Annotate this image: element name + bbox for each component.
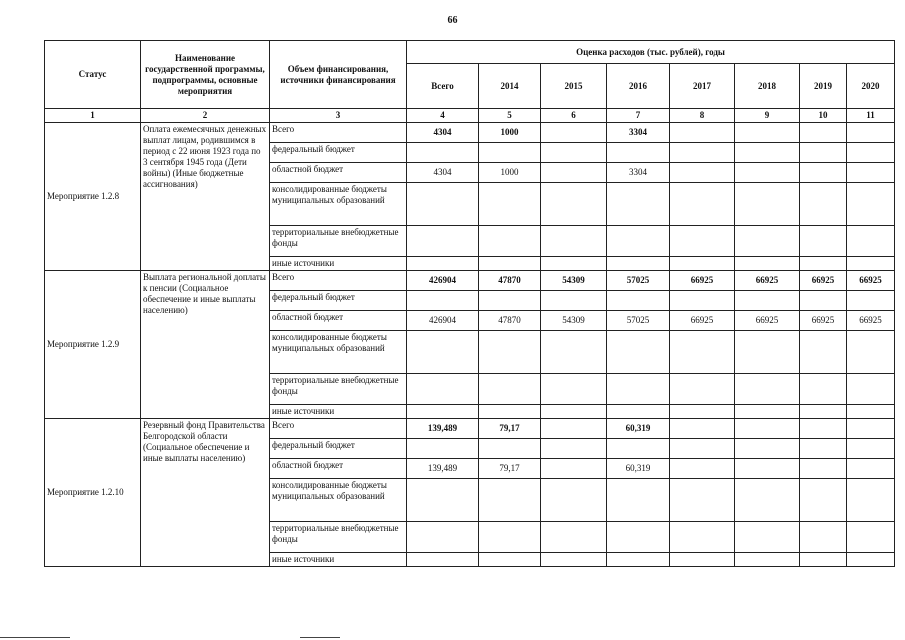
amount-cell xyxy=(735,405,800,419)
amount-cell xyxy=(607,522,670,553)
amount-cell xyxy=(479,439,541,459)
amount-cell xyxy=(541,522,607,553)
header-volume: Объем финансирования, источники финансирования xyxy=(270,41,407,109)
amount-cell xyxy=(479,226,541,257)
amount-cell xyxy=(541,123,607,143)
amount-cell xyxy=(735,374,800,405)
funding-source: областной бюджет xyxy=(270,163,407,183)
amount-cell xyxy=(670,143,735,163)
amount-cell xyxy=(847,553,895,567)
amount-cell: 1000 xyxy=(479,123,541,143)
amount-cell xyxy=(407,226,479,257)
amount-cell: 66925 xyxy=(847,271,895,291)
amount-cell xyxy=(407,331,479,374)
amount-cell xyxy=(541,226,607,257)
amount-cell xyxy=(607,143,670,163)
amount-cell xyxy=(800,439,847,459)
amount-cell xyxy=(607,374,670,405)
amount-cell xyxy=(800,479,847,522)
amount-cell xyxy=(479,553,541,567)
amount-cell: 79,17 xyxy=(479,459,541,479)
amount-cell xyxy=(735,143,800,163)
amount-cell xyxy=(479,331,541,374)
amount-cell xyxy=(670,163,735,183)
amount-cell: 47870 xyxy=(479,271,541,291)
amount-cell xyxy=(670,226,735,257)
amount-cell xyxy=(541,374,607,405)
amount-cell: 57025 xyxy=(607,311,670,331)
amount-cell xyxy=(607,291,670,311)
amount-cell xyxy=(479,479,541,522)
amount-cell xyxy=(541,331,607,374)
amount-cell xyxy=(541,143,607,163)
amount-cell xyxy=(541,419,607,439)
funding-source: Всего xyxy=(270,419,407,439)
amount-cell xyxy=(735,183,800,226)
amount-cell: 66925 xyxy=(735,311,800,331)
funding-source: областной бюджет xyxy=(270,459,407,479)
amount-cell xyxy=(847,143,895,163)
header-year-7: 2020 xyxy=(847,64,895,109)
amount-cell: 54309 xyxy=(541,271,607,291)
amount-cell xyxy=(800,226,847,257)
amount-cell xyxy=(479,405,541,419)
page-bottom-edge xyxy=(0,634,905,638)
column-number: 10 xyxy=(800,109,847,123)
amount-cell xyxy=(479,374,541,405)
column-number: 11 xyxy=(847,109,895,123)
amount-cell xyxy=(607,257,670,271)
header-year-4: 2017 xyxy=(670,64,735,109)
amount-cell xyxy=(800,163,847,183)
header-year-3: 2016 xyxy=(607,64,670,109)
amount-cell: 139,489 xyxy=(407,459,479,479)
amount-cell xyxy=(607,405,670,419)
amount-cell: 3304 xyxy=(607,123,670,143)
measure-name: Оплата ежемесячных денежных выплат лицам, родившимся в период с 22 июня 1923 года по 3 сентября 1945 года (Дети войны) (Иные бюджетные ассигнования) xyxy=(141,123,270,271)
amount-cell xyxy=(407,374,479,405)
amount-cell xyxy=(847,439,895,459)
amount-cell xyxy=(847,331,895,374)
amount-cell: 66925 xyxy=(735,271,800,291)
amount-cell xyxy=(847,374,895,405)
amount-cell xyxy=(847,291,895,311)
amount-cell xyxy=(541,439,607,459)
amount-cell: 47870 xyxy=(479,311,541,331)
amount-cell xyxy=(541,553,607,567)
amount-cell xyxy=(407,183,479,226)
amount-cell xyxy=(670,257,735,271)
amount-cell xyxy=(735,459,800,479)
funding-source: Всего xyxy=(270,123,407,143)
amount-cell xyxy=(407,522,479,553)
funding-source: территориальные внебюджетные фонды xyxy=(270,374,407,405)
funding-source: областной бюджет xyxy=(270,311,407,331)
funding-source: иные источники xyxy=(270,405,407,419)
funding-source: консолидированные бюджеты муниципальных образований xyxy=(270,183,407,226)
amount-cell: 3304 xyxy=(607,163,670,183)
amount-cell xyxy=(407,257,479,271)
amount-cell xyxy=(800,291,847,311)
measure-status: Мероприятие 1.2.9 xyxy=(45,271,141,419)
amount-cell: 66925 xyxy=(670,271,735,291)
amount-cell: 79,17 xyxy=(479,419,541,439)
funding-source: Всего xyxy=(270,271,407,291)
amount-cell xyxy=(847,257,895,271)
amount-cell xyxy=(670,331,735,374)
amount-cell xyxy=(670,123,735,143)
amount-cell xyxy=(407,439,479,459)
amount-cell xyxy=(479,183,541,226)
header-year-0: Всего xyxy=(407,64,479,109)
funding-source: консолидированные бюджеты муниципальных образований xyxy=(270,479,407,522)
amount-cell: 66925 xyxy=(800,271,847,291)
funding-source: федеральный бюджет xyxy=(270,291,407,311)
amount-cell xyxy=(735,257,800,271)
amount-cell xyxy=(847,479,895,522)
amount-cell xyxy=(735,439,800,459)
amount-cell xyxy=(847,522,895,553)
amount-cell xyxy=(541,257,607,271)
amount-cell xyxy=(735,163,800,183)
amount-cell xyxy=(407,291,479,311)
amount-cell xyxy=(670,183,735,226)
column-number: 4 xyxy=(407,109,479,123)
amount-cell xyxy=(670,419,735,439)
amount-cell: 60,319 xyxy=(607,419,670,439)
amount-cell xyxy=(847,123,895,143)
amount-cell: 57025 xyxy=(607,271,670,291)
funding-source: территориальные внебюджетные фонды xyxy=(270,522,407,553)
amount-cell xyxy=(407,479,479,522)
amount-cell xyxy=(800,405,847,419)
header-estimate: Оценка расходов (тыс. рублей), годы xyxy=(407,41,895,64)
amount-cell xyxy=(800,419,847,439)
header-year-2: 2015 xyxy=(541,64,607,109)
column-number: 6 xyxy=(541,109,607,123)
amount-cell xyxy=(800,257,847,271)
amount-cell xyxy=(735,123,800,143)
amount-cell xyxy=(847,419,895,439)
amount-cell xyxy=(607,439,670,459)
amount-cell xyxy=(800,553,847,567)
measure-name: Резервный фонд Правительства Белгородской области (Социальное обеспечение и иные выплаты населению) xyxy=(141,419,270,567)
amount-cell xyxy=(735,479,800,522)
budget-table xyxy=(44,40,895,567)
amount-cell xyxy=(541,479,607,522)
table-row xyxy=(45,419,895,439)
amount-cell: 66925 xyxy=(670,311,735,331)
header-name: Наименование государственной программы, подпрограммы, основные мероприятия xyxy=(141,41,270,109)
amount-cell xyxy=(479,257,541,271)
amount-cell: 66925 xyxy=(800,311,847,331)
measure-status: Мероприятие 1.2.8 xyxy=(45,123,141,271)
amount-cell xyxy=(607,226,670,257)
amount-cell xyxy=(800,522,847,553)
column-number: 7 xyxy=(607,109,670,123)
amount-cell xyxy=(735,331,800,374)
amount-cell xyxy=(847,459,895,479)
column-number: 2 xyxy=(141,109,270,123)
amount-cell xyxy=(847,405,895,419)
amount-cell xyxy=(800,123,847,143)
funding-source: федеральный бюджет xyxy=(270,439,407,459)
amount-cell: 4304 xyxy=(407,163,479,183)
page-number: 66 xyxy=(447,15,458,26)
amount-cell xyxy=(607,183,670,226)
amount-cell xyxy=(670,479,735,522)
amount-cell xyxy=(800,183,847,226)
column-number: 1 xyxy=(45,109,141,123)
amount-cell xyxy=(670,405,735,419)
amount-cell xyxy=(800,143,847,163)
amount-cell xyxy=(607,553,670,567)
amount-cell xyxy=(670,291,735,311)
amount-cell xyxy=(541,405,607,419)
amount-cell xyxy=(607,331,670,374)
header-year-6: 2019 xyxy=(800,64,847,109)
amount-cell xyxy=(541,183,607,226)
amount-cell xyxy=(800,459,847,479)
measure-name: Выплата региональной доплаты к пенсии (Социальное обеспечение и иные выплаты населению) xyxy=(141,271,270,419)
amount-cell xyxy=(670,374,735,405)
amount-cell xyxy=(670,553,735,567)
column-number: 9 xyxy=(735,109,800,123)
amount-cell xyxy=(847,226,895,257)
amount-cell xyxy=(800,374,847,405)
amount-cell xyxy=(407,553,479,567)
amount-cell xyxy=(735,226,800,257)
amount-cell xyxy=(800,331,847,374)
table-row xyxy=(45,123,895,143)
amount-cell xyxy=(847,163,895,183)
amount-cell xyxy=(670,439,735,459)
amount-cell xyxy=(735,419,800,439)
amount-cell xyxy=(479,291,541,311)
amount-cell: 60,319 xyxy=(607,459,670,479)
amount-cell: 426904 xyxy=(407,271,479,291)
amount-cell xyxy=(670,522,735,553)
column-number: 8 xyxy=(670,109,735,123)
funding-source: территориальные внебюджетные фонды xyxy=(270,226,407,257)
column-number: 3 xyxy=(270,109,407,123)
amount-cell xyxy=(407,143,479,163)
amount-cell xyxy=(407,405,479,419)
amount-cell xyxy=(735,522,800,553)
header-status: Статус xyxy=(45,41,141,109)
amount-cell xyxy=(735,291,800,311)
amount-cell xyxy=(607,479,670,522)
amount-cell: 54309 xyxy=(541,311,607,331)
amount-cell xyxy=(670,459,735,479)
column-number: 5 xyxy=(479,109,541,123)
table-row xyxy=(45,271,895,291)
amount-cell xyxy=(847,183,895,226)
funding-source: иные источники xyxy=(270,553,407,567)
amount-cell: 66925 xyxy=(847,311,895,331)
amount-cell xyxy=(479,143,541,163)
amount-cell xyxy=(541,459,607,479)
amount-cell xyxy=(479,522,541,553)
measure-status: Мероприятие 1.2.10 xyxy=(45,419,141,567)
amount-cell: 4304 xyxy=(407,123,479,143)
amount-cell xyxy=(541,163,607,183)
amount-cell: 1000 xyxy=(479,163,541,183)
amount-cell: 426904 xyxy=(407,311,479,331)
header-year-1: 2014 xyxy=(479,64,541,109)
funding-source: консолидированные бюджеты муниципальных образований xyxy=(270,331,407,374)
funding-source: федеральный бюджет xyxy=(270,143,407,163)
header-year-5: 2018 xyxy=(735,64,800,109)
amount-cell xyxy=(541,291,607,311)
funding-source: иные источники xyxy=(270,257,407,271)
amount-cell xyxy=(735,553,800,567)
amount-cell: 139,489 xyxy=(407,419,479,439)
